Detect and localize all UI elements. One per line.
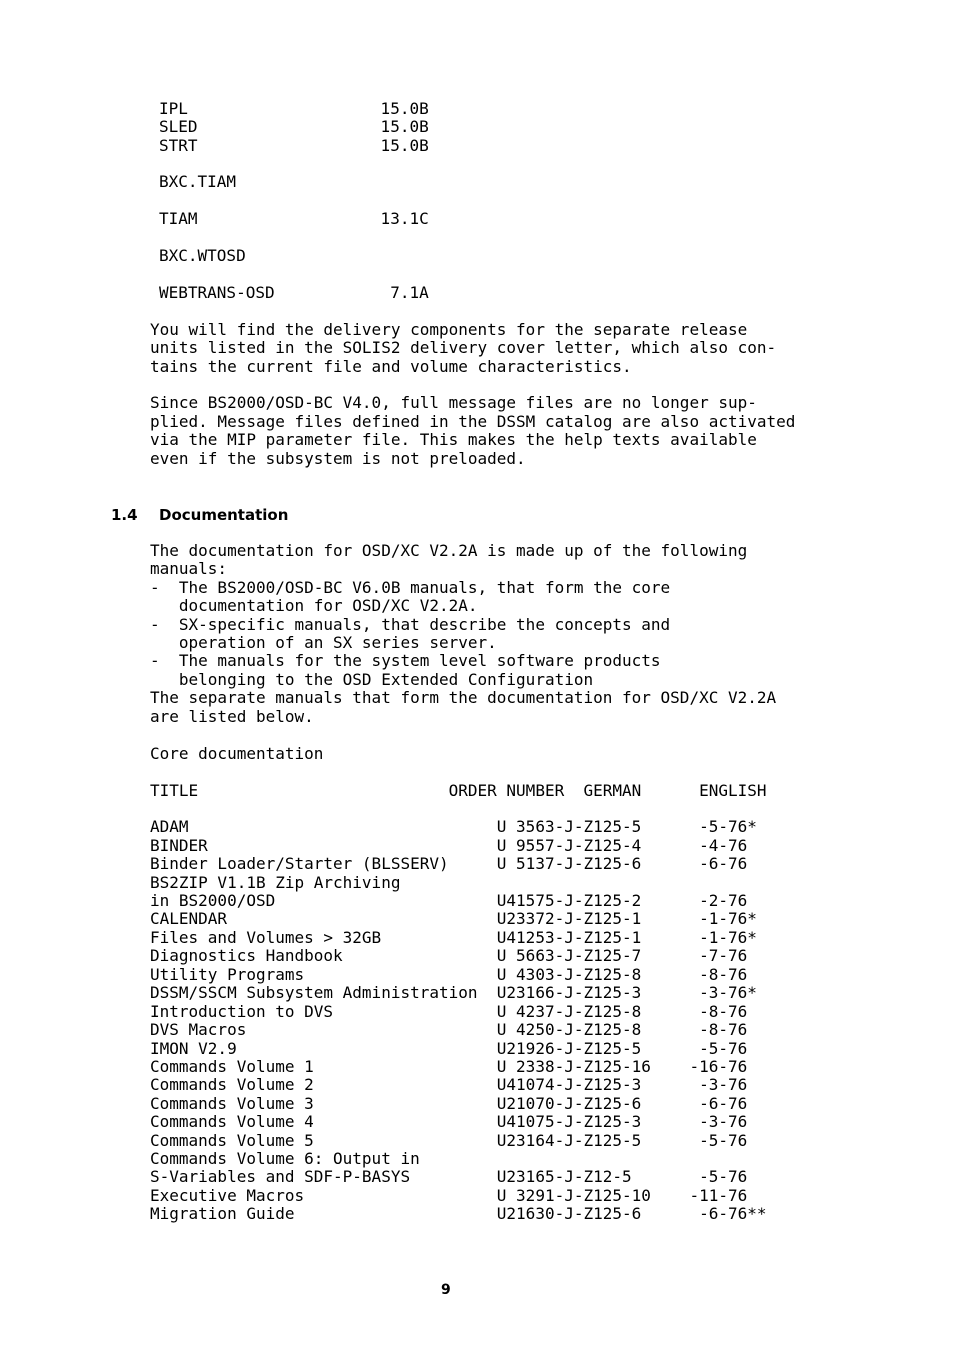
version-line-sled: SLED 15.0B xyxy=(159,117,429,136)
table-row: S-Variables and SDF-P-BASYS U23165-J-Z12-5 -5-76 xyxy=(150,1167,748,1186)
list-item: operation of an SX series server. xyxy=(150,633,497,652)
table-row: ADAM U 3563-J-Z125-5 -5-76* xyxy=(150,817,757,836)
table-row: Executive Macros U 3291-J-Z125-10 -11-76 xyxy=(150,1186,748,1205)
table-row: Commands Volume 4 U41075-J-Z125-3 -3-76 xyxy=(150,1112,748,1131)
table-row: Binder Loader/Starter (BLSSERV) U 5137-J-Z125-6 -6-76 xyxy=(150,854,748,873)
list-item: belonging to the OSD Extended Configuration xyxy=(150,670,594,689)
page-number: 9 xyxy=(441,1282,451,1298)
table-row: in BS2000/OSD U41575-J-Z125-2 -2-76 xyxy=(150,891,748,910)
table-row: Commands Volume 2 U41074-J-Z125-3 -3-76 xyxy=(150,1075,748,1094)
section-number: 1.4 xyxy=(111,506,138,524)
paragraph-line: tains the current file and volume characteristics. xyxy=(150,357,632,376)
table-row: Commands Volume 1 U 2338-J-Z125-16 -16-76 xyxy=(150,1057,748,1076)
table-row: Files and Volumes > 32GB U41253-J-Z125-1 -1-76* xyxy=(150,928,757,947)
table-row: Diagnostics Handbook U 5663-J-Z125-7 -7-76 xyxy=(150,946,748,965)
table-row: Introduction to DVS U 4237-J-Z125-8 -8-76 xyxy=(150,1002,748,1021)
version-line-ipl: IPL 15.0B xyxy=(159,99,429,118)
version-line-webtrans: WEBTRANS-OSD 7.1A xyxy=(159,283,429,302)
list-item: - The manuals for the system level software products xyxy=(150,651,661,670)
table-row: Commands Volume 5 U23164-J-Z125-5 -5-76 xyxy=(150,1131,748,1150)
table-row: Migration Guide U21630-J-Z125-6 -6-76** xyxy=(150,1204,767,1223)
paragraph-line: Since BS2000/OSD-BC V4.0, full message files are no longer sup- xyxy=(150,393,757,412)
table-row: Commands Volume 6: Output in xyxy=(150,1149,420,1168)
list-item: - SX-specific manuals, that describe the concepts and xyxy=(150,615,671,634)
table-row: DVS Macros U 4250-J-Z125-8 -8-76 xyxy=(150,1020,748,1039)
table-row: DSSM/SSCM Subsystem Administration U23166-J-Z125-3 -3-76* xyxy=(150,983,757,1002)
version-line-bxc-wtosd: BXC.WTOSD xyxy=(159,246,246,265)
core-documentation-heading: Core documentation xyxy=(150,744,324,763)
list-item: - The BS2000/OSD-BC V6.0B manuals, that form the core xyxy=(150,578,671,597)
table-row: Commands Volume 3 U21070-J-Z125-6 -6-76 xyxy=(150,1094,748,1113)
paragraph-line: You will find the delivery components for the separate release xyxy=(150,320,748,339)
table-row: BINDER U 9557-J-Z125-4 -4-76 xyxy=(150,836,748,855)
section-title: Documentation xyxy=(159,506,289,524)
paragraph-line: The separate manuals that form the documentation for OSD/XC V2.2A xyxy=(150,688,777,707)
version-line-tiam: TIAM 13.1C xyxy=(159,209,429,228)
paragraph-line: The documentation for OSD/XC V2.2A is made up of the following xyxy=(150,541,748,560)
paragraph-line: plied. Message files defined in the DSSM catalog are also activated xyxy=(150,412,796,431)
list-item: documentation for OSD/XC V2.2A. xyxy=(150,596,478,615)
version-line-strt: STRT 15.0B xyxy=(159,136,429,155)
paragraph-line: are listed below. xyxy=(150,707,314,726)
paragraph-line: even if the subsystem is not preloaded. xyxy=(150,449,526,468)
table-row: CALENDAR U23372-J-Z125-1 -1-76* xyxy=(150,909,757,928)
paragraph-line: manuals: xyxy=(150,559,228,578)
table-row: IMON V2.9 U21926-J-Z125-5 -5-76 xyxy=(150,1039,748,1058)
version-line-bxc-tiam: BXC.TIAM xyxy=(159,172,237,191)
paragraph-line: units listed in the SOLIS2 delivery cover letter, which also con- xyxy=(150,338,777,357)
table-row: BS2ZIP V1.1B Zip Archiving xyxy=(150,873,401,892)
table-row: Utility Programs U 4303-J-Z125-8 -8-76 xyxy=(150,965,748,984)
paragraph-line: via the MIP parameter file. This makes the help texts available xyxy=(150,430,757,449)
table-header: TITLE ORDER NUMBER GERMAN ENGLISH xyxy=(150,781,767,800)
